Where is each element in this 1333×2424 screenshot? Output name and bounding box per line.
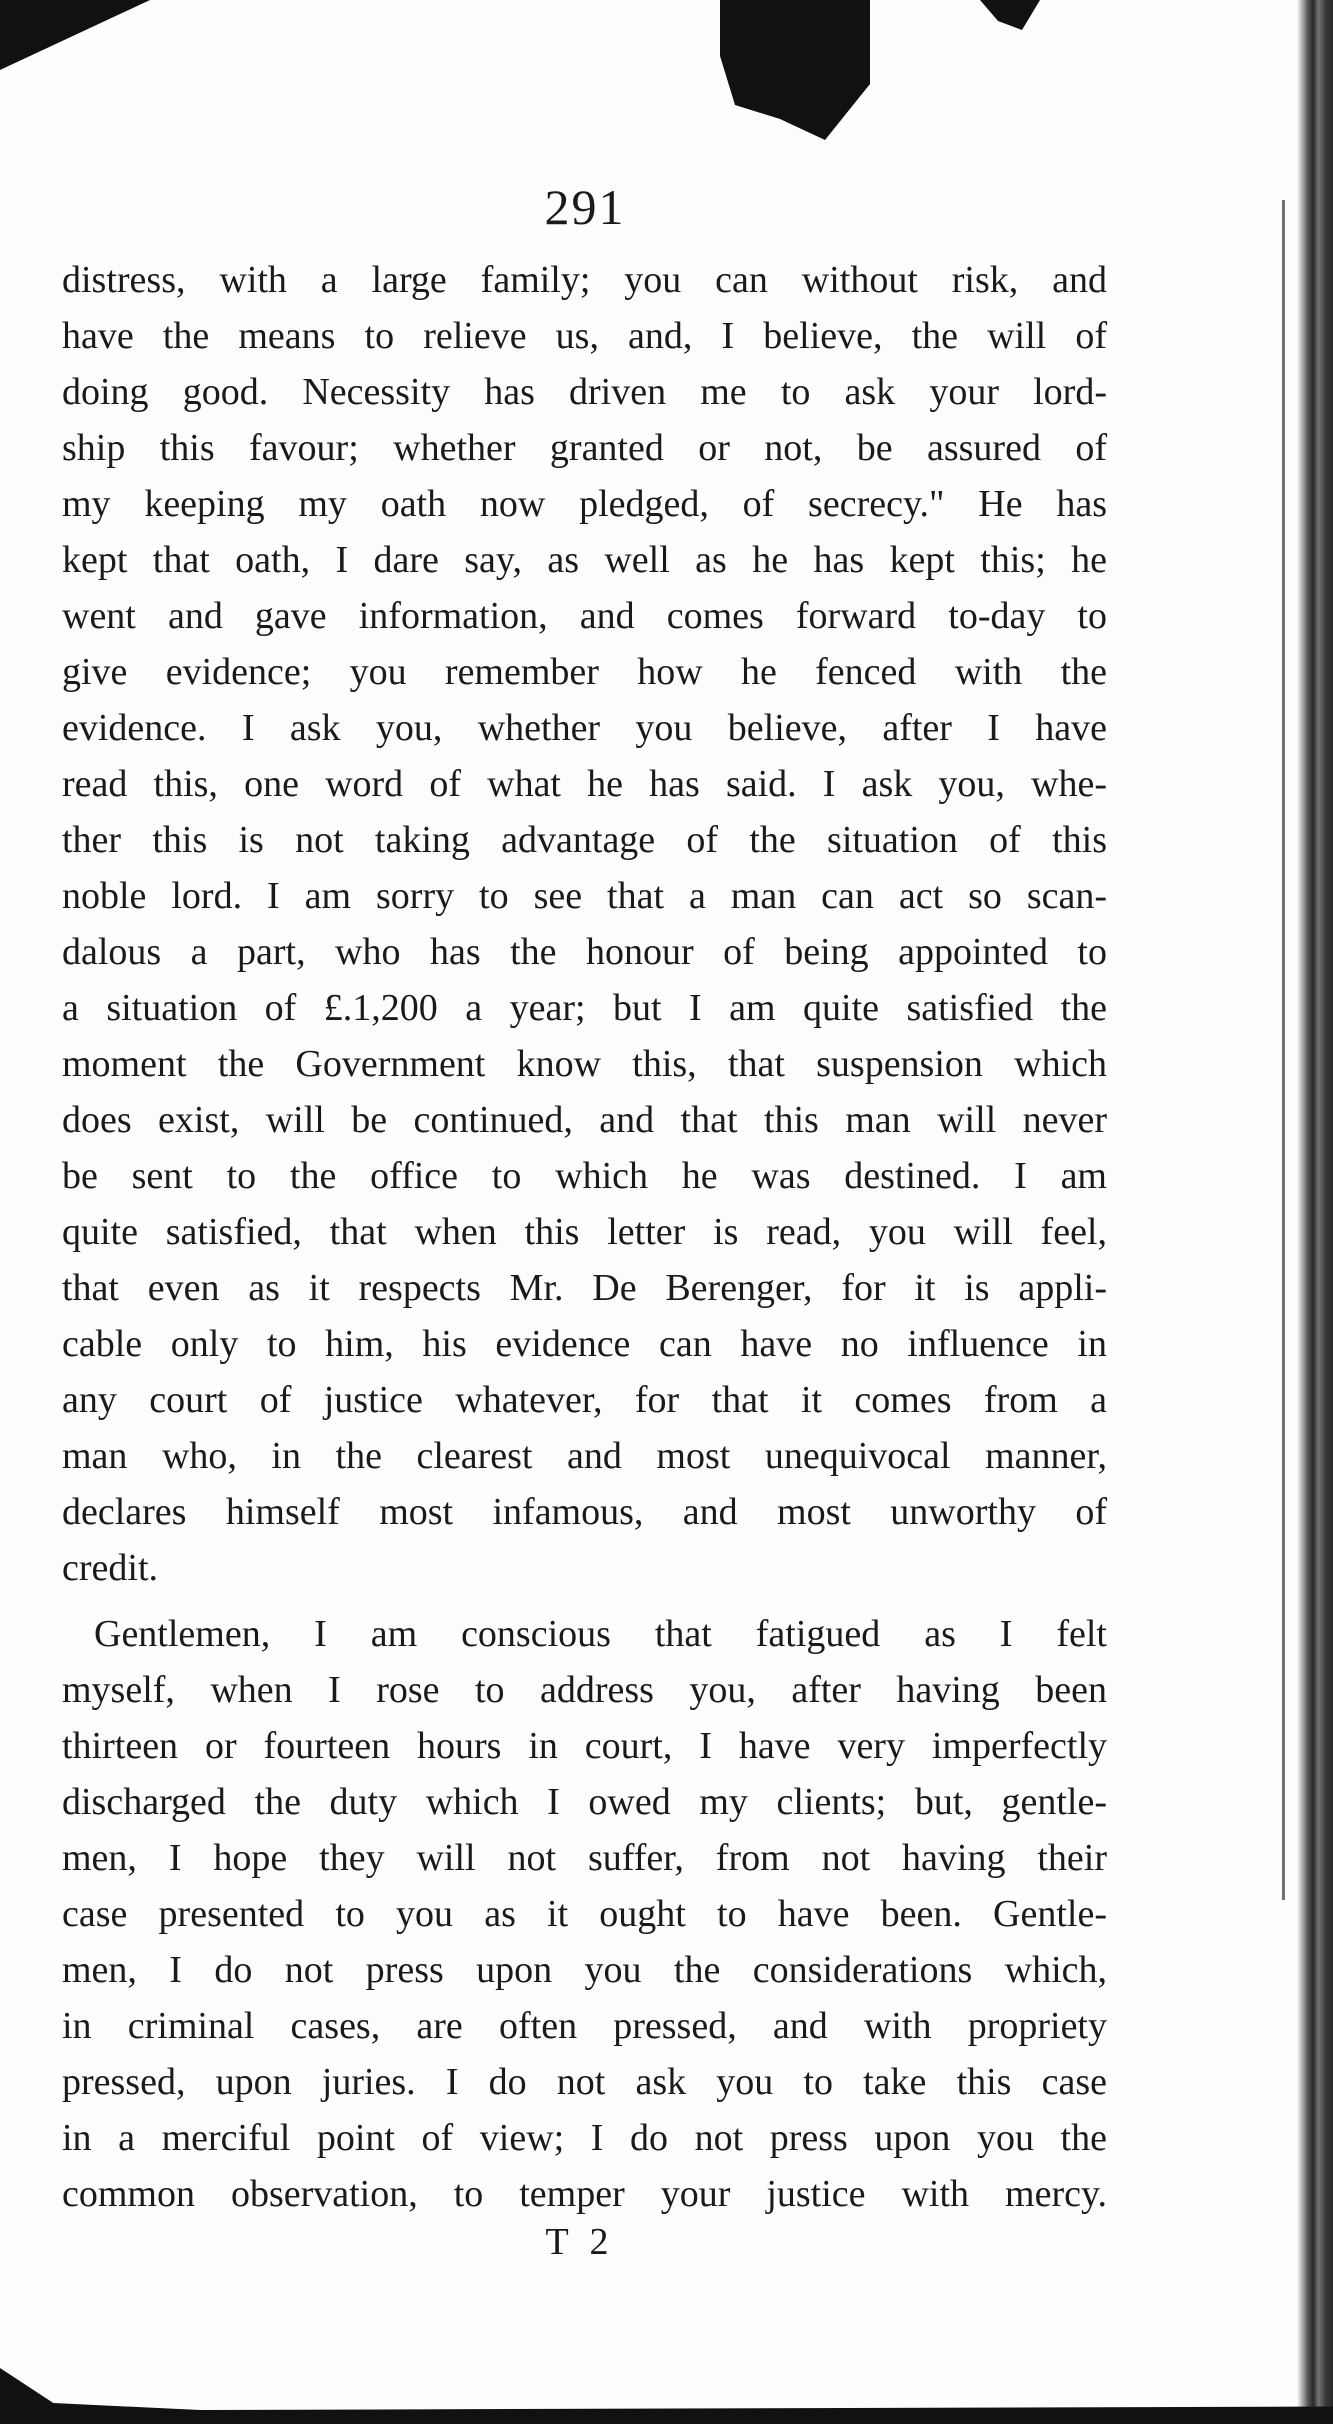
text-line: ther this is not taking advantage of the situation of this	[62, 819, 1107, 861]
text-line: evidence. I ask you, whether you believe, after I have	[62, 707, 1107, 749]
text-line: in criminal cases, are often pressed, and with propriety	[62, 2005, 1107, 2047]
text-line: read this, one word of what he has said. I ask you, whe-	[62, 763, 1107, 805]
scan-artifact-top-small	[980, 0, 1040, 30]
paragraph-gap	[62, 1596, 1107, 1606]
text-line: any court of justice whatever, for that it comes from a	[62, 1379, 1107, 1421]
text-line: give evidence; you remember how he fenced with the	[62, 651, 1107, 693]
binding-line	[1282, 200, 1285, 1900]
text-line: moment the Government know this, that suspension which	[62, 1043, 1107, 1085]
text-line: distress, with a large family; you can without risk, and	[62, 259, 1107, 301]
text-line: Gentlemen, I am conscious that fatigued as I felt	[94, 1613, 1107, 1655]
scan-shadow-bottom	[0, 2354, 1333, 2424]
text-line: discharged the duty which I owed my clients; but, gentle-	[62, 1781, 1107, 1823]
text-line: case presented to you as it ought to have been. Gentle-	[62, 1893, 1107, 1935]
text-line: noble lord. I am sorry to see that a man can act so scan-	[62, 875, 1107, 917]
text-line: a situation of £.1,200 a year; but I am quite satisfied the	[62, 987, 1107, 1029]
text-line: man who, in the clearest and most unequivocal manner,	[62, 1435, 1107, 1477]
text-line: kept that oath, I dare say, as well as he has kept this; he	[62, 539, 1107, 581]
text-line: declares himself most infamous, and most unworthy of	[62, 1491, 1107, 1533]
scan-shadow-top-left	[0, 0, 150, 70]
paragraph-2	[62, 1606, 1107, 2222]
text-line: does exist, will be continued, and that this man will never	[62, 1099, 1107, 1141]
scan-artifact-top	[720, 0, 870, 140]
text-line: myself, when I rose to address you, after having been	[62, 1669, 1107, 1711]
text-line: cable only to him, his evidence can have no influence in	[62, 1323, 1107, 1365]
text-line: be sent to the office to which he was destined. I am	[62, 1155, 1107, 1197]
text-line: have the means to relieve us, and, I believe, the will of	[62, 315, 1107, 357]
text-line: common observation, to temper your justice with mercy.	[62, 2173, 1107, 2215]
binding-edge	[1297, 0, 1333, 2424]
signature-mark: T 2	[545, 2221, 615, 2263]
text-line: credit.	[62, 1547, 159, 1589]
text-line: men, I do not press upon you the considerations which,	[62, 1949, 1107, 1991]
body-text	[62, 252, 1107, 2222]
text-line: pressed, upon juries. I do not ask you to take this case	[62, 2061, 1107, 2103]
text-line: ship this favour; whether granted or not, be assured of	[62, 427, 1107, 469]
text-line: men, I hope they will not suffer, from not having their	[62, 1837, 1107, 1879]
text-line: dalous a part, who has the honour of being appointed to	[62, 931, 1107, 973]
page-number: 291	[544, 179, 626, 235]
paragraph-1	[62, 252, 1107, 1596]
text-line: in a merciful point of view; I do not press upon you the	[62, 2117, 1107, 2159]
text-line: doing good. Necessity has driven me to ask your lord-	[62, 371, 1107, 413]
text-line: thirteen or fourteen hours in court, I have very imperfectly	[62, 1725, 1107, 1767]
text-line: went and gave information, and comes forward to-day to	[62, 595, 1107, 637]
text-line: my keeping my oath now pledged, of secrecy." He has	[62, 483, 1107, 525]
text-line: that even as it respects Mr. De Berenger, for it is appli-	[62, 1267, 1107, 1309]
text-line: quite satisfied, that when this letter is read, you will feel,	[62, 1211, 1107, 1253]
